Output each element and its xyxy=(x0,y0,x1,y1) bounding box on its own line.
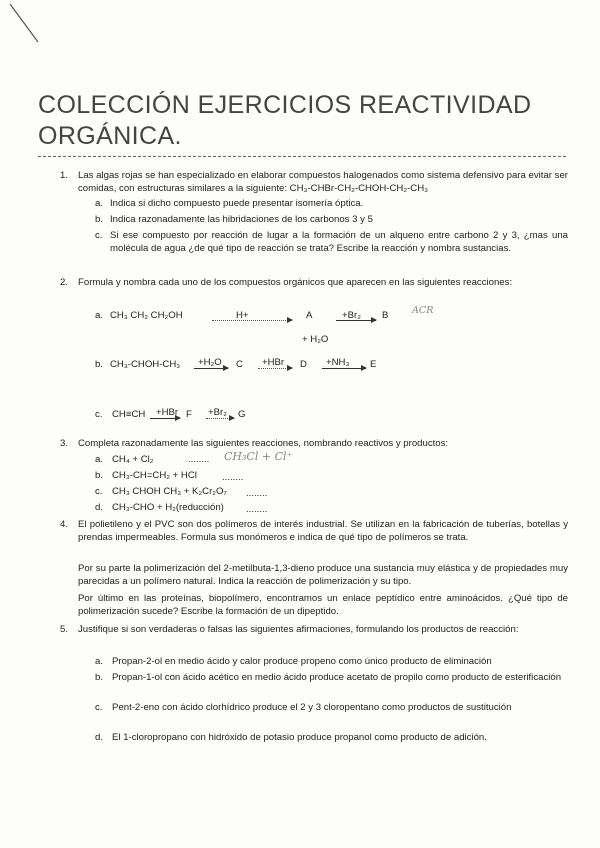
q5-b-label: b. xyxy=(95,672,104,683)
q2-b-product-e: E xyxy=(370,359,377,370)
q3-c-label: c. xyxy=(95,486,103,497)
q2-b-product-d: D xyxy=(300,359,307,370)
q1-b-label: b. xyxy=(95,214,104,225)
q5-c-text: Pent-2-eno con ácido clorhídrico produce el 2 y 3 cloropentano como productos de sustitución xyxy=(112,702,512,713)
q5-a-text: Propan-2-ol en medio ácido y calor produce propeno como único producto de eliminación xyxy=(112,656,492,667)
q3-d-label: d. xyxy=(95,502,104,513)
title-divider xyxy=(38,156,566,157)
q3-a-dots: ........ xyxy=(188,454,210,465)
q1-c-label: c. xyxy=(95,230,103,241)
q2-b-arrow1 xyxy=(194,368,228,369)
q3-statement: Completa razonadamente las siguientes reacciones, nombrando reactivos y productos: xyxy=(78,438,449,449)
q2-c-reagent2: +Br₂ xyxy=(208,407,227,418)
q1-b-text: Indica razonadamente las hibridaciones de los carbonos 3 y 5 xyxy=(110,214,373,225)
q1-a-text: Indica si dicho compuesto puede presentar isomería óptica. xyxy=(110,198,364,209)
q3-number: 3. xyxy=(60,438,69,449)
q5-d-label: d. xyxy=(95,732,104,743)
q2-b-reactant: CH₃-CHOH-CH₃ xyxy=(110,359,181,370)
q2-c-label: c. xyxy=(95,409,103,420)
q2-a-reagent1: H+ xyxy=(236,310,249,321)
q2-b-reagent1: +H₂O xyxy=(198,357,222,368)
q5-statement: Justifique si son verdaderas o falsas las siguientes afirmaciones, formulando los productos de reacción: xyxy=(78,624,519,635)
q3-b-label: b. xyxy=(95,470,104,481)
q3-b-text: CH₃-CH=CH₂ + HCl xyxy=(112,470,197,481)
q3-a-handwriting: CH₃Cl + Cl⁺ xyxy=(224,450,293,463)
q1-number: 1. xyxy=(60,170,69,181)
q2-b-product-c: C xyxy=(236,359,243,370)
page-title: COLECCIÓN EJERCICIOS REACTIVIDAD ORGÁNICA. xyxy=(38,91,532,150)
q3-c-text: CH₃ CHOH CH₃ + K₂Cr₂O₇ xyxy=(112,486,227,497)
q2-a-handwriting: ACR xyxy=(412,305,434,316)
q3-c-dots: ........ xyxy=(246,488,268,499)
q5-c-label: c. xyxy=(95,702,103,713)
q1-statement: Las algas rojas se han especializado en elaborar compuestos halogenados como sistema defensivo para evitar ser comidas, con estructuras similares a la siguiente: CH₃-CHBr-CH₂-CHOH-CH₂-CH₃ xyxy=(78,170,568,195)
q1-a-label: a. xyxy=(95,198,104,209)
q2-b-reagent2: +HBr xyxy=(262,357,285,368)
q4-paragraph-1: El polietileno y el PVC son dos polímeros de interés industrial. Se utilizan en la fabricación de tuberías, botellas y prendas impermeables. Formula sus monómeros e indica de qué tipo de polímeros se trata. xyxy=(78,519,568,544)
q3-b-dots: ........ xyxy=(222,472,244,483)
q2-c-product-f: F xyxy=(186,409,192,420)
q4-paragraph-3: Por último en las proteínas, biopolímero, encontramos un enlace peptídico entre aminoácidos. ¿Qué tipo de polimerización sucede? Escribe la formación de un dipeptido. xyxy=(78,593,568,618)
q2-a-arrow2 xyxy=(336,320,376,321)
q5-a-label: a. xyxy=(95,656,104,667)
q2-c-product-g: G xyxy=(238,409,246,420)
q5-number: 5. xyxy=(60,624,69,635)
q3-a-label: a. xyxy=(95,454,104,465)
q2-a-label: a. xyxy=(95,310,104,321)
q2-a-product-a: A xyxy=(306,310,313,321)
q2-b-label: b. xyxy=(95,359,104,370)
q4-number: 4. xyxy=(60,519,69,530)
q5-d-text: El 1-cloropropano con hidróxido de potasio produce propanol como producto de adición. xyxy=(112,732,487,743)
q2-a-water: + H₂O xyxy=(302,334,329,345)
q3-d-text: CH₃-CHO + H₂(reducción) xyxy=(112,502,224,513)
q1-c-text: Si ese compuesto por reacción de lugar a la formación de un alqueno entre carbono 2 y 3, ¿mas una molécula de agua ¿de qué tipo de reacción se trata? Escribe la reacción y nombra sustancias. xyxy=(110,230,568,255)
q2-b-reagent3: +NH₃ xyxy=(326,357,350,368)
q4-paragraph-2: Por su parte la polimerización del 2-metilbuta-1,3-dieno produce una sustancia muy elástica y de propiedades muy parecidas a un polímero natural. Indica la reacción de polimerización y su tipo. xyxy=(78,563,568,588)
q2-c-arrow2 xyxy=(206,418,234,419)
scan-mark xyxy=(4,0,44,48)
q2-a-arrow1 xyxy=(212,320,292,321)
q3-a-text: CH₄ + Cl₂ xyxy=(112,454,154,465)
q2-b-arrow2 xyxy=(258,368,292,369)
q2-c-reactant: CH≡CH xyxy=(112,409,146,420)
q2-statement: Formula y nombra cada uno de los compuestos orgánicos que aparecen en las siguientes reacciones: xyxy=(78,277,513,288)
q2-a-product-b: B xyxy=(382,310,389,321)
q2-c-arrow1 xyxy=(150,418,180,419)
q5-b-text: Propan-1-ol con ácido acético en medio ácido produce acetato de propilo como producto de esterificación xyxy=(112,672,562,683)
q2-c-reagent1: +HBr xyxy=(156,407,179,418)
q2-number: 2. xyxy=(60,277,69,288)
q2-a-reactant: CH₃ CH₂ CH₂OH xyxy=(110,310,183,321)
q2-b-arrow3 xyxy=(322,368,366,369)
q3-d-dots: ........ xyxy=(246,504,268,515)
q2-a-reagent2: +Br₂ xyxy=(342,310,361,321)
